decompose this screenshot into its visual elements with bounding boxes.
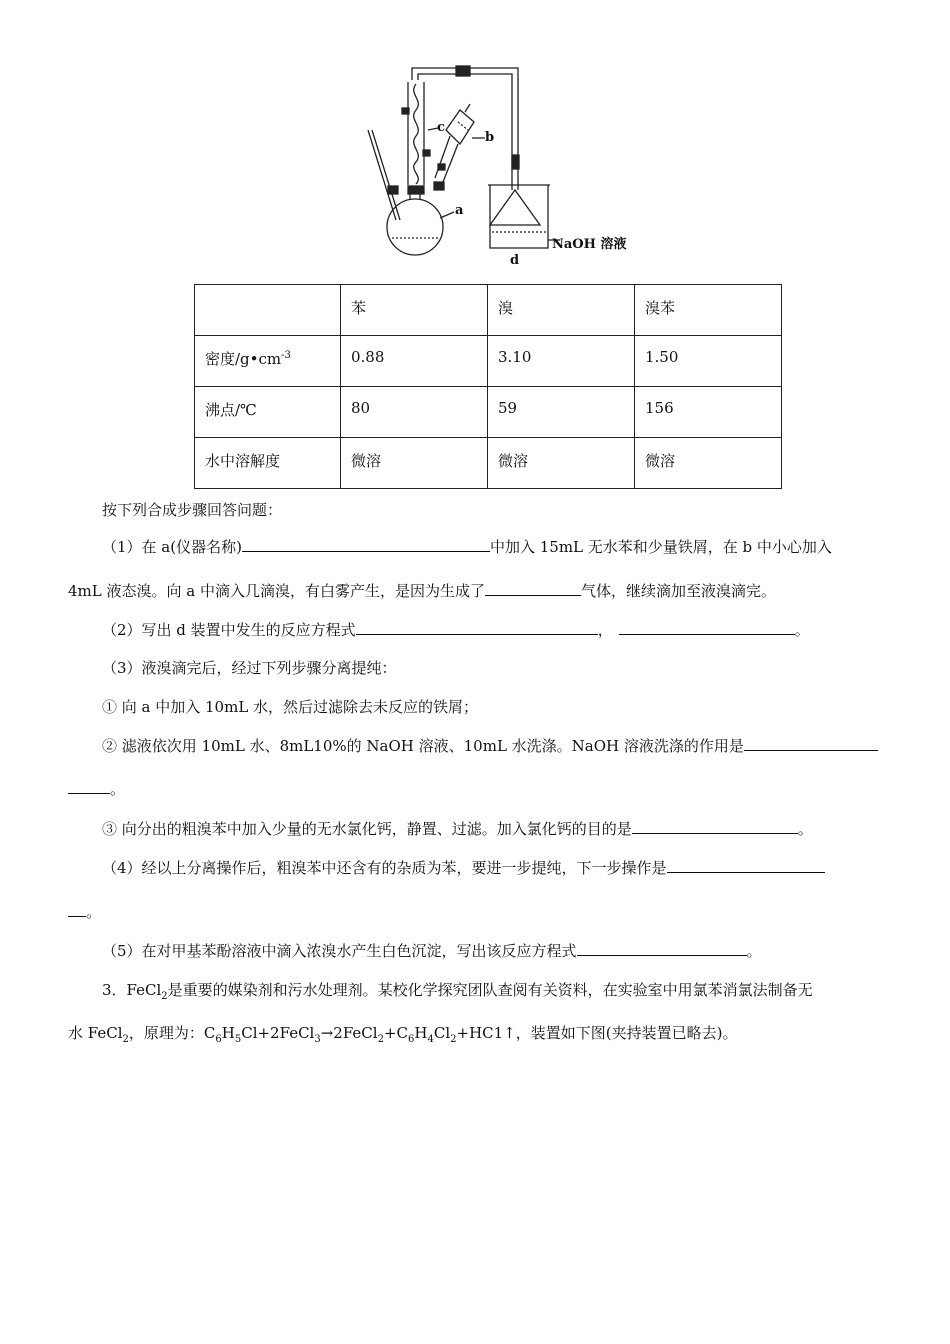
label-c: c [437, 120, 445, 135]
label-b: b [485, 130, 495, 145]
question-4: （4）经以上分离操作后，粗溴苯中还含有的杂质为苯，要进一步提纯，下一步操作是 [102, 858, 825, 878]
row-label: 水中溶解度 [195, 438, 341, 489]
answer-blank[interactable] [577, 941, 747, 956]
question-3-intro: （3）液溴滴完后，经过下列步骤分离提纯： [102, 659, 397, 677]
answer-blank[interactable] [667, 858, 825, 873]
answer-blank[interactable] [68, 902, 86, 917]
answer-blank[interactable] [356, 620, 598, 635]
naoh-label: NaOH 溶液 [552, 237, 627, 252]
question-4-cont: 。 [68, 902, 101, 922]
table-row [195, 387, 782, 438]
table-cell: 微溶 [635, 438, 782, 489]
question-3-step-2-cont: 。 [68, 779, 125, 799]
table-cell: 1.50 [635, 336, 782, 387]
table-header-row [195, 285, 782, 336]
table-cell: 80 [341, 387, 488, 438]
table-header-cell: 苯 [341, 285, 488, 336]
label-d: d [510, 253, 520, 268]
table-header-cell: 溴 [488, 285, 635, 336]
problem-3-line-2: 水 FeCl$_2$，原理为：$C_6H_5Cl+2FeCl_3\to 2FeCl_2+C_6H_4Cl_2+HC1↑$，装置如下图(夹持装置已略去)。 [68, 1024, 738, 1045]
answer-blank[interactable] [68, 779, 110, 794]
answer-blank[interactable] [242, 537, 490, 552]
table-cell: 0.88 [341, 336, 488, 387]
answer-blank[interactable] [744, 736, 878, 751]
question-2: （2）写出 d 装置中发生的反应方程式 ， 。 [102, 621, 810, 639]
table-cell: 3.10 [488, 336, 635, 387]
problem-3-line-1: 3．FeCl$_2$是重要的媒染剂和污水处理剂。某校化学探究团队查阅有关资料，在实验室中用氯苯消氯法制备无 [102, 981, 813, 1002]
table-header-cell: 溴苯 [635, 285, 782, 336]
table-row [195, 336, 782, 387]
question-5: （5）在对甲基苯酚溶液中滴入浓溴水产生白色沉淀，写出该反应方程式 。 [102, 942, 762, 960]
question-1-line-2: 4mL 液态溴。向 a 中滴入几滴溴，有白雾产生，是因为生成了 气体，继续滴加至液溴滴完。 [68, 582, 776, 600]
table-cell: 156 [635, 387, 782, 438]
table-header-cell [195, 285, 341, 336]
apparatus-figure [350, 60, 650, 275]
row-label: 沸点/℃ [195, 387, 341, 438]
question-3-step-2: ② 滤液依次用 10mL 水、8mL10%的 NaOH 溶液、10mL 水洗涤。NaOH 溶液洗涤的作用是 [102, 736, 878, 756]
label-a: a [455, 203, 464, 218]
table-cell: 59 [488, 387, 635, 438]
intro-text: 按下列合成步骤回答问题： [102, 501, 283, 519]
table-cell: 微溶 [341, 438, 488, 489]
properties-table [194, 284, 782, 489]
table-cell: 微溶 [488, 438, 635, 489]
question-3-step-3: ③ 向分出的粗溴苯中加入少量的无水氯化钙，静置、过滤。加入氯化钙的目的是 。 [102, 820, 813, 838]
answer-blank[interactable] [485, 581, 581, 596]
question-1-line-1: （1）在 a(仪器名称) 中加入 15mL 无水苯和少量铁屑，在 b 中小心加入 [102, 538, 832, 556]
answer-blank[interactable] [619, 620, 795, 635]
question-3-step-1: ① 向 a 中加入 10mL 水，然后过滤除去未反应的铁屑； [102, 698, 479, 716]
answer-blank[interactable] [632, 819, 798, 834]
table-row [195, 438, 782, 489]
row-label: 密度$/g•cm^{-3}$ [195, 336, 341, 387]
